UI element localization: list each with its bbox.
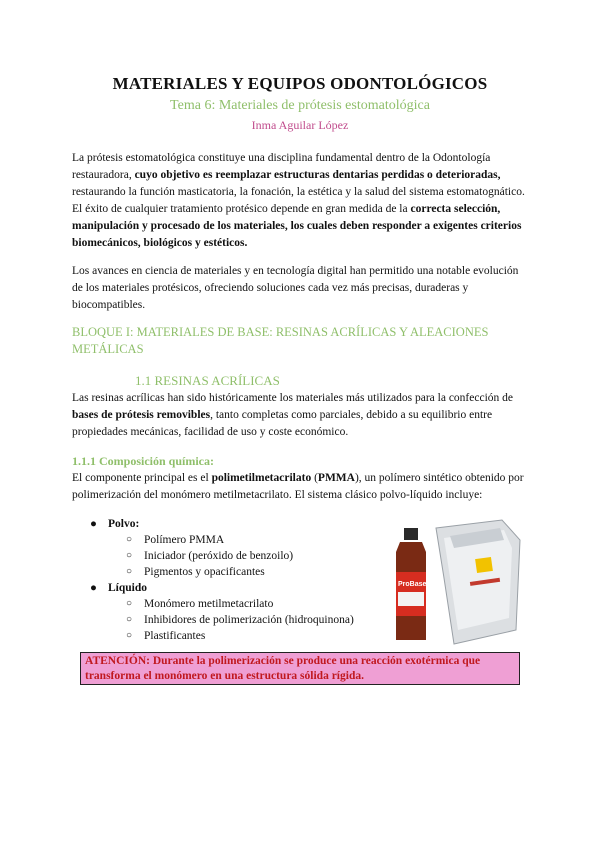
circle-bullet-icon: ○ xyxy=(126,534,133,545)
list-item: ○ Iniciador (peróxido de benzoilo) xyxy=(126,550,294,562)
intro-bold: cuyo objetivo es reemplazar estructuras dentarias perdidas o deterioradas, xyxy=(134,169,501,181)
bloque-heading: BLOQUE I: MATERIALES DE BASE: RESINAS ACRÍLICAS Y ALEACIONES METÁLICAS xyxy=(72,325,489,356)
circle-bullet-icon: ○ xyxy=(126,550,133,561)
document-author: Inma Aguilar López xyxy=(251,118,349,132)
intro-text: La prótesis estomatológica constituye una disciplina fundamental dentro de la Odontología restauradora, xyxy=(72,152,491,181)
section-heading-1-1: 1.1 RESINAS ACRÍLICAS xyxy=(135,373,280,388)
list-item: ○ Inhibidores de polimerización (hidroquinona) xyxy=(126,614,354,626)
composition-bold: polimetilmetacrilato xyxy=(211,472,312,484)
composition-text: ), un polímero sintético obtenido por polimerización del monómero metilmetacrilato. El sistema clásico polvo-líquido incluye: xyxy=(72,472,524,501)
bullet-icon: ● xyxy=(90,582,97,594)
product-image xyxy=(384,518,524,648)
intro-bold: correcta selección, manipulación y procesado de los materiales, los cuales deben responder a exigentes criterios biomecánicos, biológicos y estéticos. xyxy=(72,203,522,249)
circle-bullet-icon: ○ xyxy=(126,598,133,609)
composition-text: El componente principal es el xyxy=(72,472,212,484)
intro-text: restaurando la función masticatoria, la fonación, la estética y la salud del sistema estomatognático. El éxito de cualquier tratamiento protésico depende en gran medida de la xyxy=(72,186,525,215)
components-list xyxy=(72,516,392,644)
document-title: MATERIALES Y EQUIPOS ODONTOLÓGICOS xyxy=(112,74,488,93)
resinas-text: Las resinas acrílicas han sido históricamente los materiales más utilizados para la confección de xyxy=(72,392,513,404)
composition-text: ( xyxy=(311,472,318,484)
circle-bullet-icon: ○ xyxy=(126,630,133,641)
intro-paragraph-1 xyxy=(72,150,532,252)
list-item: ○ Monómero metilmetacrilato xyxy=(126,598,274,610)
circle-bullet-icon: ○ xyxy=(126,566,133,577)
list-item: ○ Plastificantes xyxy=(126,630,206,642)
circle-bullet-icon: ○ xyxy=(126,614,133,625)
list-item: ○ Polímero PMMA xyxy=(126,534,225,546)
resinas-bold: bases de prótesis removibles xyxy=(72,409,211,421)
product-label-text: ProBase xyxy=(398,581,427,588)
list-item-polvo: ● Polvo: xyxy=(90,518,140,530)
attention-label: ATENCIÓN: xyxy=(85,655,150,667)
resinas-paragraph xyxy=(72,390,532,441)
bullet-icon: ● xyxy=(90,518,97,530)
list-item: ○ Pigmentos y opacificantes xyxy=(126,566,265,578)
resinas-text: , tanto completas como parciales, debido a su equilibrio entre propiedades mecánicas, facilidad de uso y coste económico. xyxy=(72,409,493,438)
document-subtitle: Tema 6: Materiales de prótesis estomatológica xyxy=(170,98,430,113)
intro-paragraph-2: Los avances en ciencia de materiales y en tecnología digital han permitido una notable evolución de los materiales protésicos, ofreciendo soluciones cada vez más precisas, duraderas y biocompatibles. xyxy=(72,265,519,311)
list-item-liquido: ● Líquido xyxy=(90,582,147,594)
composition-bold: PMMA xyxy=(317,472,355,484)
attention-box xyxy=(80,652,520,685)
attention-text: Durante la polimerización se produce una reacción exotérmica que transforma el monómero en una estructura sólida rígida. xyxy=(85,655,481,682)
composition-paragraph xyxy=(72,470,532,504)
section-heading-1-1-1: 1.1.1 Composición química: xyxy=(72,454,215,468)
